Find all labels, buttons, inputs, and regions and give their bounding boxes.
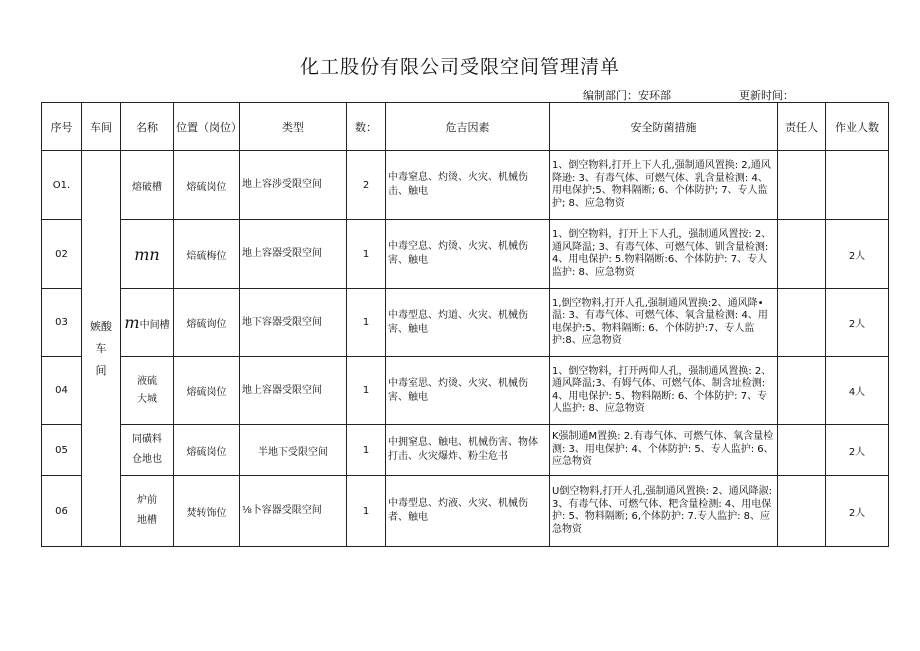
table-row (42, 357, 889, 425)
row-type: 地下容器受限空间 (240, 289, 347, 357)
row-name (121, 220, 174, 289)
row-workers: 4人 (826, 357, 889, 425)
department-line: 车 (95, 341, 107, 355)
row-measures: U倒空物料,打开人孔,强制通风置换: 2、通风降淑: 3、有毒气体、可燃气体、粑含量检测: 4、用电保护: 5、物料隔断; 6,个体防护: 7.专人监护: 8、应急物资 (550, 476, 778, 547)
row-name: 熔破槽 (121, 151, 174, 220)
row-type: ⅛卜容器受限空间 (240, 476, 347, 547)
row-hazard: 中毒空息、灼烫、火灾、机械伤害、触电 (386, 220, 550, 289)
row-owner (778, 425, 826, 476)
row-no: O1. (42, 151, 82, 220)
row-post: 焙硫梅位 (174, 220, 240, 289)
row-hazard: 中毒窒息、灼烫、火灾、机械伤击、触电 (386, 151, 550, 220)
header-cell: 数： (347, 103, 386, 151)
row-name-prefix: m (124, 313, 140, 332)
row-no: 05 (42, 425, 82, 476)
table-row (42, 220, 889, 289)
row-measures: 1、倒空物料,打开上下人孔,强制通风置换: 2,通风降逊: 3、有毒气体、可燃气体、乳含量检测: 4、用电保护;5、物料隔断; 6、个体防护; 7、专人监护; 8、应急物资 (550, 151, 778, 220)
header-cell: 责任人 (778, 103, 826, 151)
header-cell: 车间 (82, 103, 121, 151)
row-hazard: 中毒型息、灼液、火灾、机械伤者、触电 (386, 476, 550, 547)
dept-label: 编制部门：安环部 (583, 89, 671, 102)
row-hazard: 中毒型息、灼道、火灾、机械伤害、触电 (386, 289, 550, 357)
row-owner (778, 151, 826, 220)
header-cell: 类型 (240, 103, 347, 151)
row-name-text: mn (134, 244, 160, 264)
row-no: 06 (42, 476, 82, 547)
document-meta (583, 87, 794, 103)
header-cell: 危吉因素 (386, 103, 550, 151)
row-name-text: 中间槽 (139, 320, 170, 331)
row-hazard: 中拥窒息、触电、机械伤害、物体打击、火灾爆炸、粉尘危书 (386, 425, 550, 476)
update-label: 更新时间： (739, 89, 794, 102)
row-type: 半地下受限空间 (240, 425, 347, 476)
row-post: 熔硫岗位 (174, 357, 240, 425)
row-workers: 2人 (826, 289, 889, 357)
department-cell (82, 151, 121, 547)
row-count: 1 (347, 289, 386, 357)
row-name: 炉前 地槽 (121, 476, 174, 547)
row-no: 03 (42, 289, 82, 357)
row-no: 04 (42, 357, 82, 425)
header-cell: 名称 (121, 103, 174, 151)
row-type: 地上容器受限空间 (240, 220, 347, 289)
confined-space-table (41, 102, 889, 547)
row-workers: 2人 (826, 425, 889, 476)
row-type: 地上容器受限空间 (240, 357, 347, 425)
row-post: 熔硫岗位 (174, 425, 240, 476)
row-hazard: 中毒室思、灼烫、火灾、机械伤害、触电 (386, 357, 550, 425)
table-row (42, 289, 889, 357)
row-owner (778, 357, 826, 425)
row-post: 熔硫询位 (174, 289, 240, 357)
row-count: 1 (347, 425, 386, 476)
row-name: 同磺料 仓地也 (121, 425, 174, 476)
header-cell: 位置（岗位） (174, 103, 240, 151)
row-measures: 1、倒空物料，打开上下人孔，强制通风置按: 2、通风降温; 3、有毒气体、可燃气体、钏含量检测: 4、用电保护: 5.物料隔断:6、个体防护: 7、专人监护: 8、应急物资 (550, 220, 778, 289)
row-measures: 1、倒空物料，打开两仰人孔，强制通风置换: 2、通风降温;3、有姆气体、可燃气体、制含址检测: 4、用电保护: 5、物料隔断: 6、个体防护: 7、专人监护: 8、应急物资 (550, 357, 778, 425)
row-count: 1 (347, 220, 386, 289)
header-cell: 安全防菌措施 (550, 103, 778, 151)
department-line: 间 (95, 363, 107, 377)
row-workers: 2人 (826, 220, 889, 289)
row-post: 熔硫岗位 (174, 151, 240, 220)
header-row (42, 103, 889, 151)
row-owner (778, 289, 826, 357)
row-measures: 1,倒空物料,打开人孔,强制通风置换:2、通风降•温: 3、有毒气体、可燃气体、氧含量检测: 4、用电保护:5、物料隔断: 6、个体防护:7、专人监护:8、应急物资 (550, 289, 778, 357)
row-post: 焚转饰位 (174, 476, 240, 547)
header-cell: 作业人数 (826, 103, 889, 151)
page-title: 化工股份有限公司受限空间管理清单 (299, 56, 620, 78)
row-no: 02 (42, 220, 82, 289)
row-type: 地上容涉受限空间 (240, 151, 347, 220)
table-row (42, 476, 889, 547)
row-name (121, 289, 174, 357)
row-measures: K强制通M置换: 2.有毒气体、可燃气体、氧含量检测: 3、用电保护: 4、个体防护: 5、专人监护: 6、应急物资 (550, 425, 778, 476)
row-name: 液硫 大城 (121, 357, 174, 425)
header-cell: 序号 (42, 103, 82, 151)
row-owner (778, 476, 826, 547)
department-line: 嫉酸 (90, 319, 112, 333)
row-workers: 2人 (826, 476, 889, 547)
row-count: 2 (347, 151, 386, 220)
table-row (42, 425, 889, 476)
table-row (42, 151, 889, 220)
row-owner (778, 220, 826, 289)
row-count: 1 (347, 357, 386, 425)
row-workers (826, 151, 889, 220)
row-count: 1 (347, 476, 386, 547)
